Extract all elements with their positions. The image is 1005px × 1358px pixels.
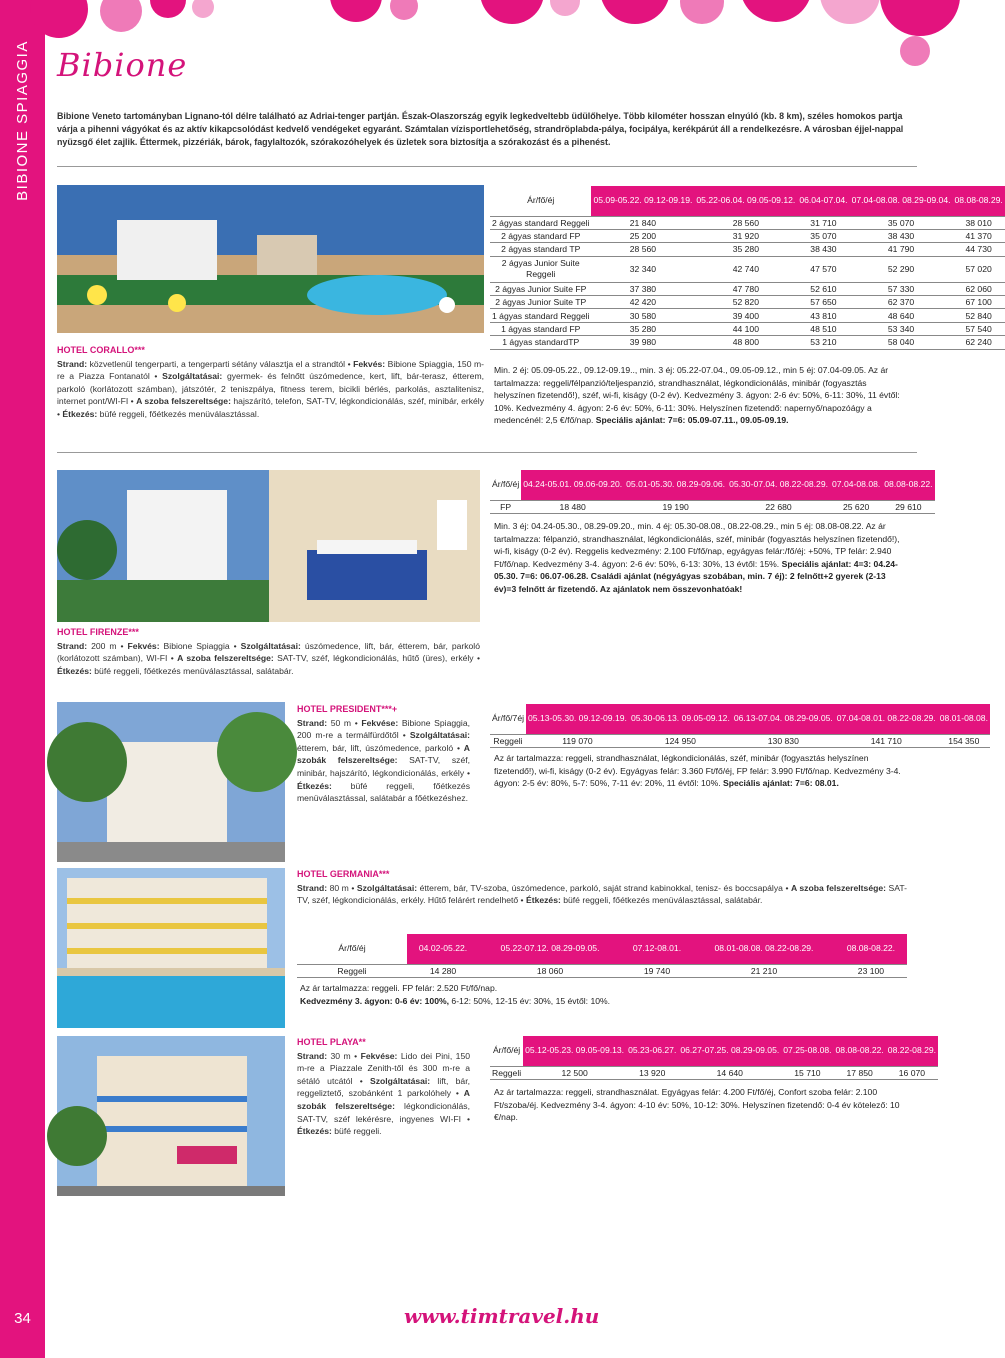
page-number: 34 [14, 1310, 31, 1327]
hotel-president-desc: HOTEL PRESIDENT***+ Strand: 50 m • Fekvése: Bibione Spiaggia, 200 m-re a termálfürdőtől • Szolgáltatásai: étterem, bár, lift, úszómedence, parkoló • A szobák felszereltsége: SAT-TV, széf, minibár, hajszárító, légkondicionálás, erkély • Étkezés: büfé reggeli, főétkezés menüválasztással, salátabár a főétkezéshez. [297, 704, 471, 804]
hotel-corallo-photo [57, 185, 484, 333]
divider [57, 452, 917, 453]
hotel-corallo-note: Min. 2 éj: 05.09-05.22., 09.12-09.19.., min. 3 éj: 05.22-07.04., 09.05-09.12., min 5 éj: 07.04-09.05. Az ár tartalmazza: reggeli/félpanzió/teljespanzió, strandhasználat, légkondicionálás, minibár (fogyasztás helyszínen fizetendő!), széf, wi-fi, kiságy (0-2 év). Kedvezmény 3. ágyon: 2-6 év: 50%, 6-11: 30%, 11 évtől: 10%. Kedvezmény 4. ágyon: 2-6 év: 50%, 6-11: 30%. Helyszínen fizetendő: napernyő/napozóágy a medencénél: 2,5 €/fő/nap. Speciális ajánlat: 7=6: 05.09-07.11., 09.05-09.19. [494, 365, 900, 426]
hotel-germania-desc: HOTEL GERMANIA*** Strand: 80 m • Szolgáltatásai: étterem, bár, TV-szoba, úszómedence, parkoló, saját strand kabinokkal, tenisz- és boccsapálya • A szoba felszereltsége: SAT-TV, széf, légkondicionálás, erkély. Hűtő felárért rendelhető • Étkezés: büfé reggeli, főétkezés menüválasztással, salátabár. [297, 869, 907, 906]
hotel-firenze-note: Min. 3 éj: 04.24-05.30., 08.29-09.20., min. 4 éj: 05.30-08.08., 08.22-08.29., min 5 éj: 08.08-08.22. Az ár tartalmazza: félpanzió, strandhasználat, légkondicionálás, széf, minibár (fogyasztás helyszínen fizetendő!), wi-fi, kiságy (0-2 év). Reggelis kedvezmény: 2.100 Ft/fő/nap, egyágyas felár:/fő/éj: +50%, TP felár: 2.940 Ft/fő/nap. Kedvezmény 3-4. ágyon: 2-6 év: 50%, 6-13: 30%, 13 évtől: 15%. Speciális ajánlat: 4=3: 04.24-05.30. 7=6: 06.07-06.28. Családi ajánlat (négyágyas szobában, min. 7 éj): 2 felnőtt+2 gyerek (2-13 év)=3 felnőtt ár fizetendő. Az ajánlatok nem összevonhatóak! [494, 521, 900, 594]
hotel-germania-price-table: Ár/fő/éj 04.02-05.22. 05.22-07.12. 08.29-09.05. 07.12-08.01. 08.01-08.08. 08.22-08.29. 08.08-08.22. Reggeli 14 280 18 060 19 740 21 210 23 100 [297, 934, 907, 978]
sidebar [0, 0, 45, 1358]
hotel-playa-price-table: Ár/fő/éj 05.12-05.23. 09.05-09.13. 05.23-06.27. 06.27-07.25. 08.29-09.05. 07.25-08.08. 08.08-08.22. 08.22-08.29. Reggeli 12 500 13 920 14 640 15 710 17 850 16 070 [490, 1036, 938, 1080]
hotel-corallo-name: HOTEL CORALLO*** [57, 345, 145, 355]
hotel-germania-note: Az ár tartalmazza: reggeli. FP felár: 2.520 Ft/fő/nap. Kedvezmény 3. ágyon: 0-6 év: 100%, 6-12: 50%, 12-15 év: 30%, 15 évtől: 10%. [300, 983, 611, 1006]
hotel-germania-name: HOTEL GERMANIA*** [297, 869, 390, 879]
intro-text: Bibione Veneto tartományban Lignano-tól délre található az Adriai-tenger partján. Észak-Olaszország egyik legkedveltebb üdülőhelye. Több kilométer hosszan elnyúló (kb. 8 km), széles homokos partja várja a pihenni vágyókat és az aktív kikapcsolódást kedvelő vendégeket egyaránt. Számtalan vízisportlehetőség, strandröplabda-pálya, focipálya, kerékpárút áll a rendelkezésre. A városban éjjel-nappal nyüzsgő élet zajlik. Éttermek, pizzériák, bárok, fagylaltozók, szórakozóhelyek és üzletek sora biztosítja a szórakozást és a pihenést. [57, 111, 904, 147]
website-link[interactable]: www.timtravel.hu [404, 1304, 600, 1328]
hotel-firenze-photo [57, 470, 480, 622]
hotel-firenze-name: HOTEL FIRENZE*** [57, 627, 139, 637]
hotel-president-photo [57, 702, 285, 862]
page-title: Bibione [57, 46, 188, 84]
hotel-corallo-price-table: Ár/fő/éj 05.09-05.22. 09.12-09.19. 05.22-06.04. 09.05-09.12. 06.04-07.04. 07.04-08.08. 08.29-09.04. 08.08-08.29. 2 ágyas standard Reggeli 21 840 28 560 31 710 35 070 38 010 2 ágyas standard FP 25 200 31 920 35 070 38 430 41 370 2 ágyas standard TP 28 560 35 280 38 430 41 790 44 730 2 ágyas Junior Suite Reggeli 32 340 42 740 47 570 52 290 57 020 2 ágyas Junior Suite FP 37 380 47 780 52 610 57 330 62 060 2 ágyas Junior Suite TP 42 420 52 820 57 650 62 370 67 100 1 ágyas standard Reggeli 30 580 39 400 43 810 48 640 52 840 1 ágyas standard FP 35 280 44 100 48 510 53 340 57 540 1 ágyas standardTP 39 980 48 800 53 210 58 040 62 240 [490, 186, 1005, 350]
hotel-president-note: Az ár tartalmazza: reggeli, strandhasználat, légkondicionálás, széf, minibár (fogyasztás helyszínen fizetendő!), wi-fi, kiságy (0-2 év). Egyágyas felár: 3.360 Ft/fő/éj, FP felár: 3.990 Ft/fő/nap. Kedvezmény 3-4. ágyon: 2-5 év: 80%, 5-7: 50%, 7-11 év: 20%, 11 évtől: 10%. Speciális ajánlat: 7=6: 08.01. [494, 753, 901, 789]
hotel-playa-desc: HOTEL PLAYA** Strand: 30 m • Fekvése: Lido dei Pini, 150 m-re a Piazzale Zenith-től és 300 m-re a sétáló utcától • Szolgáltatásai: lift, bár, reggeliztető, szobánként 1 parkolóhely • A szobák felszereltsége: légkondicionálás, SAT-TV, széf lekérésre, ingyenes WI-FI • Étkezés: büfé reggeli. [297, 1037, 471, 1137]
side-title: BIBIONE SPIAGGIA [14, 39, 31, 201]
hotel-corallo-desc: HOTEL CORALLO*** Strand: közvetlenül tengerparti, a tengerparti sétány választja el a strandtól • Fekvés: Bibione Spiaggia, 150 m-re a Piazza Fontanatól • Szolgáltatásai: gyermek- és felnőtt úszómedence, kert, lift, bár-terasz, étterem, parkoló (korlátozott számban), játszótér, 2 teniszpálya, fitness terem, bicikli bérlés, parkolás, asztalitenisz, internet pont/WI-FI • A szoba felszereltsége: hajszárító, telefon, SAT-TV, légkondicionálás, széf, minibár, erkély • Étkezés: büfé reggeli, főétkezés menüválasztással. [57, 345, 485, 419]
hotel-playa-name: HOTEL PLAYA** [297, 1037, 366, 1047]
hotel-firenze-desc: HOTEL FIRENZE*** Strand: 200 m • Fekvés: Bibione Spiaggia • Szolgáltatásai: úszómedence, lift, bár, étterem, bár, parkoló (korlátozott számban), WI-FI • A szoba felszereltsége: SAT-TV, széf, légkondicionálás, hűtő (üres), erkély • Étkezés: büfé reggeli, főétkezés menüválasztással, salátabár. [57, 627, 480, 676]
hotel-playa-note: Az ár tartalmazza: reggeli, strandhasználat. Egyágyas felár: 4.200 Ft/fő/éj, Confort szoba felár: 2.100 Ft/szoba/éj. Kedvezmény 3-4. ágyon: 4-10 év: 50%, 10-12: 30%. Helyszínen fizetendő: 0-4 év kötelező: 10 €/nap. [494, 1087, 900, 1123]
hotel-germania-photo [57, 868, 285, 1028]
hotel-firenze-price-table: Ár/fő/éj 04.24-05.01. 09.06-09.20. 05.01-05.30. 08.29-09.06. 05.30-07.04. 08.22-08.29. 07.04-08.08. 08.08-08.22. FP 18 480 19 190 22 680 25 620 29 610 [490, 470, 935, 514]
hotel-playa-photo [57, 1036, 285, 1196]
hotel-president-name: HOTEL PRESIDENT***+ [297, 704, 398, 714]
hotel-president-price-table: Ár/fő/7éj 05.13-05.30. 09.12-09.19. 05.30-06.13. 09.05-09.12. 06.13-07.04. 08.29-09.05. 07.04-08.01. 08.22-08.29. 08.01-08.08. Reggeli 119 070 124 950 130 830 141 710 154 350 [490, 704, 990, 748]
divider [57, 166, 917, 167]
